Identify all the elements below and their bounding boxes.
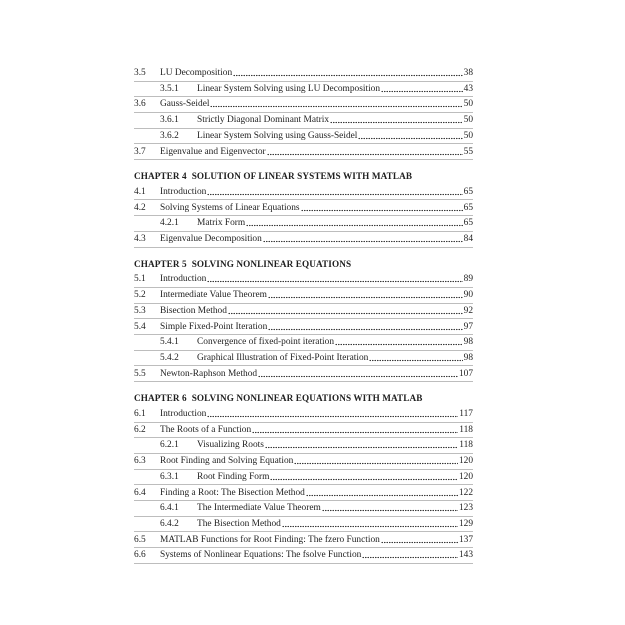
section-title: Newton-Raphson Method <box>160 368 258 379</box>
chapter-title: SOLUTION OF LINEAR SYSTEMS WITH MATLAB <box>191 171 413 182</box>
toc-subentry[interactable] <box>134 129 473 143</box>
dot-leader <box>228 312 463 315</box>
entry-rule <box>134 563 473 564</box>
section-number: 4.2.1 <box>160 218 179 229</box>
page-number: 118 <box>459 424 473 435</box>
section-title: Introduction <box>160 274 207 285</box>
section-number: 3.6.2 <box>160 130 179 141</box>
section-title: Eigenvalue Decomposition <box>160 234 262 244</box>
toc-subentry[interactable] <box>134 82 473 96</box>
dot-leader <box>301 209 463 212</box>
page-number: 65 <box>463 186 473 197</box>
dot-leader <box>246 224 462 227</box>
section-title: Intermediate Value Theorem <box>160 290 267 301</box>
dot-leader <box>252 431 458 434</box>
section-title: Introduction <box>160 186 207 197</box>
section-number: 3.7 <box>134 146 146 157</box>
page-number: 92 <box>463 305 473 316</box>
section-title: Graphical Illustration of Fixed-Point Iteration <box>197 352 369 363</box>
section-title: Gauss-Seidel <box>160 99 210 110</box>
toc-entry[interactable] <box>134 486 473 500</box>
section-number: 6.4.1 <box>160 503 179 514</box>
toc-subentry[interactable] <box>134 438 473 452</box>
page-number: 38 <box>463 68 473 78</box>
section-title: Strictly Diagonal Dominant Matrix <box>197 115 330 126</box>
chapter-heading <box>134 257 473 271</box>
section-number: 4.1 <box>134 186 146 197</box>
page-number: 107 <box>458 368 473 379</box>
toc-subentry[interactable] <box>134 216 473 230</box>
section-number: 6.2 <box>134 424 146 435</box>
toc-entry[interactable] <box>134 407 473 421</box>
dot-leader <box>207 280 462 283</box>
section-number: 6.4 <box>134 487 146 498</box>
toc-entry[interactable] <box>134 304 473 318</box>
page-number: 123 <box>458 503 473 514</box>
section-title: Bisection Method <box>160 305 227 316</box>
dot-leader <box>258 375 458 378</box>
toc-entry[interactable] <box>134 201 473 215</box>
dot-leader <box>381 90 463 93</box>
section-number: 3.5 <box>134 68 146 78</box>
dot-leader <box>306 494 458 497</box>
entry-rule <box>134 247 473 248</box>
entry-rule <box>134 159 473 160</box>
section-number: 5.4.2 <box>160 352 179 363</box>
section-title: Solving Systems of Linear Equations <box>160 202 300 213</box>
entry-rule <box>134 381 473 382</box>
dot-leader <box>330 121 463 124</box>
section-number: 5.4.1 <box>160 337 179 348</box>
page-number: 65 <box>463 218 473 229</box>
section-title: The Bisection Method <box>197 518 281 529</box>
section-title: LU Decomposition <box>160 68 233 78</box>
dot-leader <box>282 525 458 528</box>
dot-leader <box>358 137 462 140</box>
toc-entry[interactable] <box>134 66 473 80</box>
page-number: 97 <box>463 321 473 332</box>
section-title: The Intermediate Value Theorem <box>197 503 321 514</box>
toc-entry[interactable] <box>134 423 473 437</box>
dot-leader <box>322 509 458 512</box>
section-title: Systems of Nonlinear Equations: The fsolve Function <box>160 550 362 561</box>
section-number: 6.6 <box>134 550 146 561</box>
toc-entry[interactable] <box>134 145 473 159</box>
toc-entry[interactable] <box>134 454 473 468</box>
dot-leader <box>268 296 463 299</box>
page-number: 98 <box>463 352 473 363</box>
section-number: 3.6 <box>134 99 146 110</box>
section-number: 6.4.2 <box>160 518 179 529</box>
chapter-label: CHAPTER 6 <box>134 393 187 404</box>
page-number: 120 <box>458 471 473 482</box>
section-number: 4.2 <box>134 202 146 213</box>
toc-subentry[interactable] <box>134 501 473 515</box>
dot-leader <box>233 74 462 77</box>
section-number: 6.5 <box>134 534 146 545</box>
page-number: 137 <box>458 534 473 545</box>
section-number: 5.2 <box>134 290 146 301</box>
dot-leader <box>362 556 458 559</box>
chapter-label: CHAPTER 4 <box>134 171 187 182</box>
dot-leader <box>267 153 463 156</box>
dot-leader <box>270 478 458 481</box>
toc-entry[interactable] <box>134 232 473 246</box>
dot-leader <box>381 541 458 544</box>
toc-entry[interactable] <box>134 288 473 302</box>
toc-entry[interactable] <box>134 548 473 562</box>
dot-leader <box>369 359 462 362</box>
chapter-title: SOLVING NONLINEAR EQUATIONS <box>191 258 352 269</box>
section-number: 6.3.1 <box>160 471 179 482</box>
toc-entry[interactable] <box>134 320 473 334</box>
section-title: Linear System Solving using LU Decomposition <box>197 83 381 94</box>
section-number: 5.3 <box>134 305 146 316</box>
section-number: 5.1 <box>134 274 146 285</box>
section-title: Convergence of fixed-point iteration <box>197 337 335 348</box>
dot-leader <box>265 446 458 449</box>
page-number: 129 <box>458 518 473 529</box>
page-number: 65 <box>463 202 473 213</box>
section-number: 6.3 <box>134 456 146 467</box>
page-number: 43 <box>463 83 473 94</box>
section-title: Introduction <box>160 409 207 419</box>
chapter-label: CHAPTER 5 <box>134 258 187 269</box>
page-number: 122 <box>458 487 473 498</box>
page-number: 98 <box>463 337 473 348</box>
chapter-heading <box>134 391 473 405</box>
toc-subentry[interactable] <box>134 517 473 531</box>
section-title: Root Finding Form <box>197 471 270 482</box>
section-title: Visualizing Roots <box>197 440 264 451</box>
page-number: 90 <box>463 290 473 301</box>
section-number: 4.3 <box>134 234 146 244</box>
page-number: 117 <box>459 409 473 419</box>
toc-subentry[interactable] <box>134 335 473 349</box>
section-title: Eigenvalue and Eigenvector <box>160 146 266 157</box>
section-number: 3.5.1 <box>160 83 179 94</box>
section-number: 6.2.1 <box>160 440 179 451</box>
toc-entry[interactable] <box>134 367 473 381</box>
dot-leader <box>207 415 458 418</box>
dot-leader <box>210 105 462 108</box>
section-number: 6.1 <box>134 409 146 419</box>
page-number: 143 <box>458 550 473 561</box>
section-title: Linear System Solving using Gauss-Seidel <box>197 130 358 141</box>
section-title: Simple Fixed-Point Iteration <box>160 321 268 332</box>
section-number: 5.5 <box>134 368 146 379</box>
chapter-heading <box>134 169 473 183</box>
section-number: 5.4 <box>134 321 146 332</box>
toc-entry[interactable] <box>134 97 473 111</box>
section-title: The Roots of a Function <box>160 424 252 435</box>
section-title: Finding a Root: The Bisection Method <box>160 487 305 498</box>
section-title: Matrix Form <box>197 218 246 229</box>
toc-entry[interactable] <box>134 272 473 286</box>
dot-leader <box>263 240 463 243</box>
dot-leader <box>268 328 462 331</box>
dot-leader <box>207 193 462 196</box>
page-number: 118 <box>459 440 473 451</box>
toc-entry[interactable] <box>134 533 473 547</box>
page-number: 120 <box>458 456 473 467</box>
page-number: 50 <box>463 99 473 110</box>
page-number: 84 <box>463 234 473 244</box>
page-number: 89 <box>463 274 473 285</box>
toc-subentry[interactable] <box>134 351 473 365</box>
page-number: 55 <box>463 146 473 157</box>
toc-subentry[interactable] <box>134 113 473 127</box>
chapter-title: SOLVING NONLINEAR EQUATIONS WITH MATLAB <box>191 393 423 404</box>
dot-leader <box>335 343 463 346</box>
page-number: 50 <box>463 115 473 126</box>
section-title: MATLAB Functions for Root Finding: The fzero Function <box>160 534 380 545</box>
toc-subentry[interactable] <box>134 470 473 484</box>
section-title: Root Finding and Solving Equation <box>160 456 294 467</box>
dot-leader <box>294 462 458 465</box>
page-number: 50 <box>463 130 473 141</box>
toc-entry[interactable] <box>134 185 473 199</box>
section-number: 3.6.1 <box>160 115 179 126</box>
